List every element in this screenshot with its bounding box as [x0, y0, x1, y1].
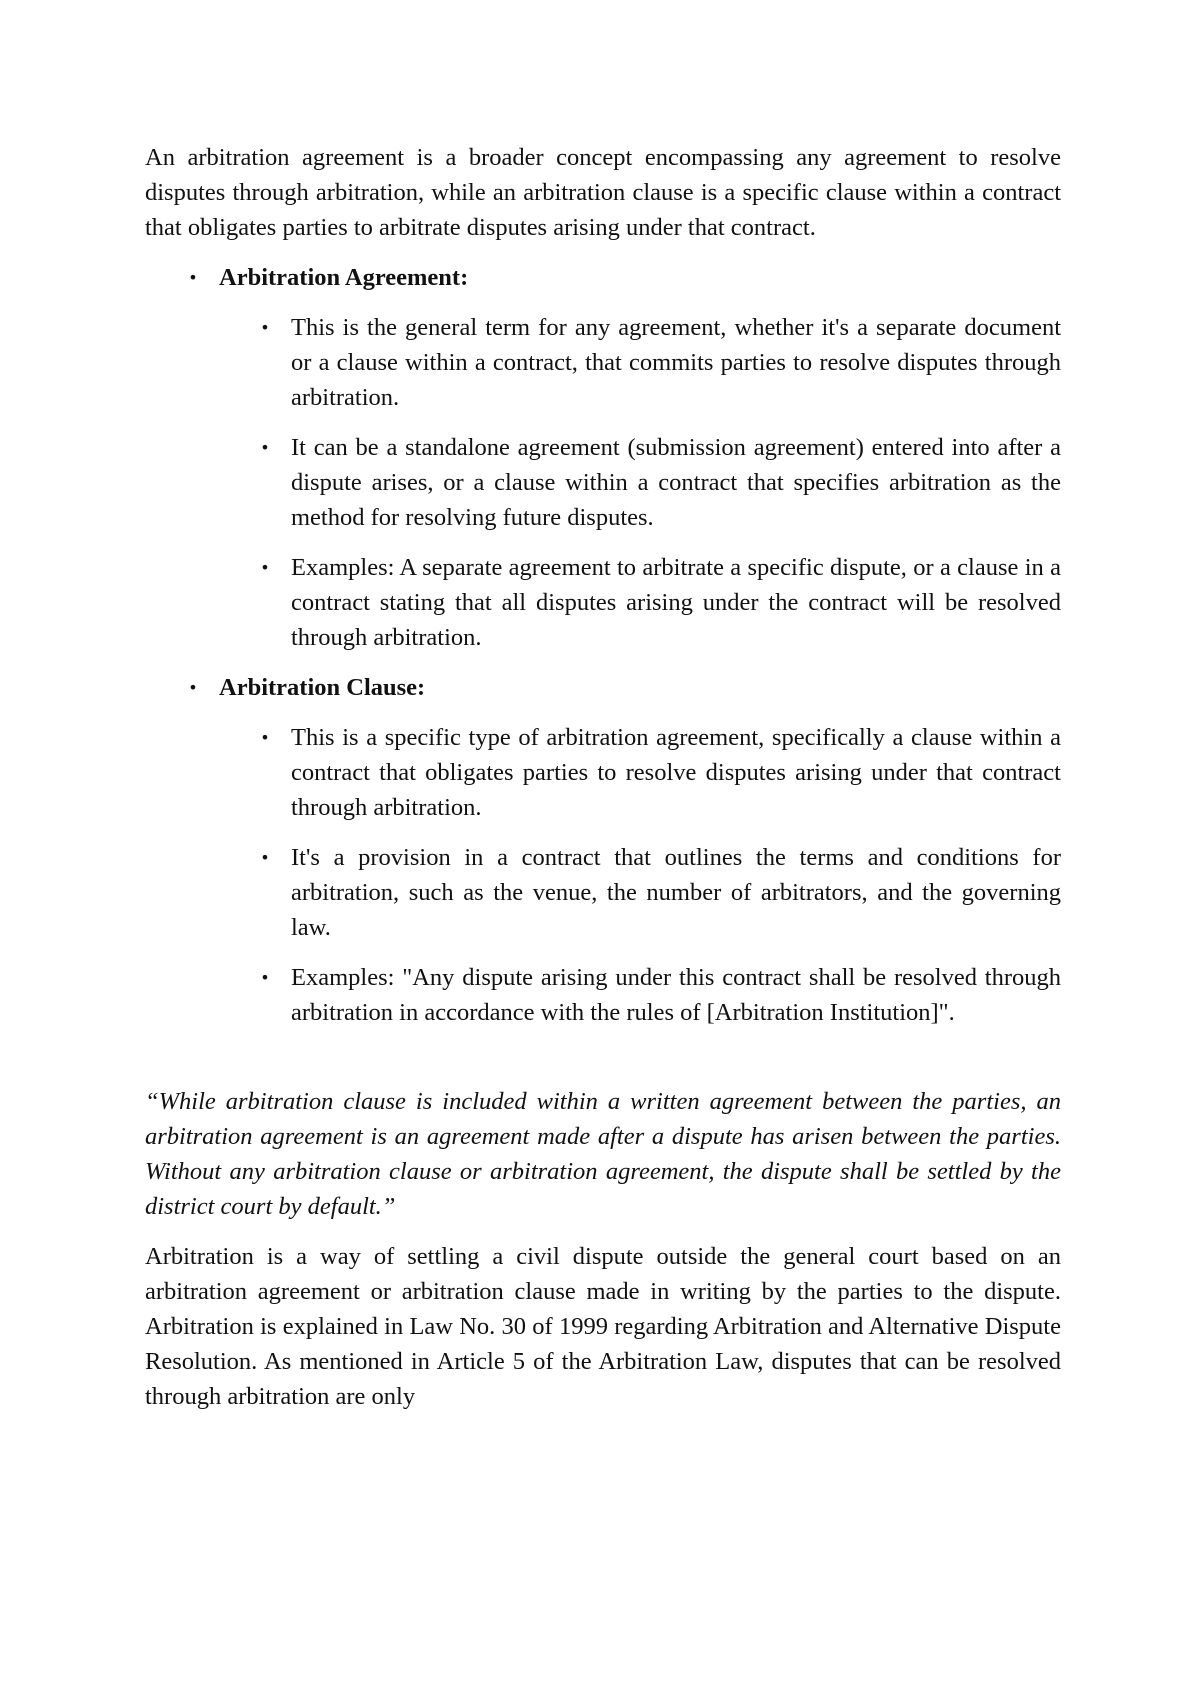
- list-item: [219, 720, 1061, 825]
- list-item-text: Examples: "Any dispute arising under this contract shall be resolved through arbitration in accordance with the rules of [Arbitration Institution]".: [291, 964, 1061, 1026]
- bullet-icon: •: [188, 268, 198, 287]
- list-item-text: It can be a standalone agreement (submission agreement) entered into after a dispute arises, or a clause within a contract that specifies arbitration as the method for resolving future disputes.: [291, 434, 1061, 531]
- bullet-icon: •: [260, 848, 270, 867]
- list-item: [219, 310, 1061, 415]
- bullet-icon: •: [188, 678, 198, 697]
- list-item-text: Examples: A separate agreement to arbitrate a specific dispute, or a clause in a contract stating that all disputes arising under the contract will be resolved through arbitration.: [291, 554, 1061, 651]
- sub-list: [145, 310, 1061, 655]
- bullet-icon: •: [260, 438, 270, 457]
- bullet-icon: •: [260, 728, 270, 747]
- intro-paragraph: An arbitration agreement is a broader concept encompassing any agreement to resolve disputes through arbitration, while an arbitration clause is a specific clause within a contract that obligates parties to arbitrate disputes arising under that contract.: [145, 144, 1061, 241]
- list-item: [219, 550, 1061, 655]
- list-item: [219, 430, 1061, 535]
- list-item-text: This is a specific type of arbitration agreement, specifically a clause within a contract that obligates parties to resolve disputes arising under that contract through arbitration.: [291, 724, 1061, 821]
- closing-paragraph: Arbitration is a way of settling a civil dispute outside the general court based on an arbitration agreement or arbitration clause made in writing by the parties to the dispute. Arbitration is explained in Law No. 30 of 1999 regarding Arbitration and Alternative Dispute Resolution. As mentioned in Article 5 of the Arbitration Law, disputes that can be resolved through arbitration are only: [145, 1243, 1061, 1410]
- section-arbitration-clause: [145, 670, 1061, 1030]
- bullet-icon: •: [260, 558, 270, 577]
- bullet-icon: •: [260, 318, 270, 337]
- section-heading: Arbitration Clause:: [219, 674, 426, 701]
- bullet-icon: •: [260, 968, 270, 987]
- list-item-text: It's a provision in a contract that outlines the terms and conditions for arbitration, such as the venue, the number of arbitrators, and the governing law.: [291, 844, 1061, 941]
- list-item: [219, 840, 1061, 945]
- sub-list: [145, 720, 1061, 1030]
- document-page: [145, 140, 1061, 1414]
- section-heading: Arbitration Agreement:: [219, 264, 469, 291]
- list-item: [219, 960, 1061, 1030]
- quote-paragraph: “While arbitration clause is included within a written agreement between the parties, an arbitration agreement is an agreement made after a dispute has arisen between the parties. Without any arbitration clause or arbitration agreement, the dispute shall be settled by the district court by default.”: [145, 1088, 1061, 1220]
- list-item-text: This is the general term for any agreement, whether it's a separate document or a clause within a contract, that commits parties to resolve disputes through arbitration.: [291, 314, 1061, 411]
- section-arbitration-agreement: [145, 260, 1061, 655]
- section-list: [145, 260, 1061, 1030]
